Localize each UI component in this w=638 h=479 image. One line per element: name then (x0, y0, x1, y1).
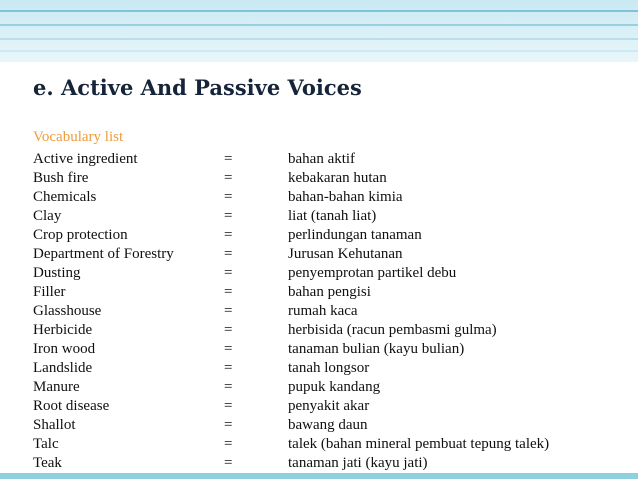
vocabulary-row (33, 359, 549, 378)
equals-sign: = (224, 303, 233, 319)
vocabulary-translation: bawang daun (288, 417, 368, 433)
vocabulary-row (33, 283, 549, 302)
vocabulary-row (33, 245, 549, 264)
vocabulary-term: Glasshouse (33, 303, 102, 319)
vocabulary-term: Landslide (33, 360, 93, 376)
equals-sign: = (224, 436, 233, 452)
vocabulary-row (33, 264, 549, 283)
decorative-rule (0, 50, 638, 52)
vocabulary-term: Teak (33, 455, 62, 471)
vocabulary-row (33, 454, 549, 473)
vocabulary-term: Herbicide (33, 322, 93, 338)
vocabulary-translation: bahan pengisi (288, 284, 371, 300)
vocabulary-term: Dusting (33, 265, 81, 281)
equals-sign: = (224, 189, 233, 205)
vocabulary-term: Shallot (33, 417, 76, 433)
vocabulary-translation: penyakit akar (288, 398, 370, 414)
vocabulary-translation: herbisida (racun pembasmi gulma) (288, 322, 497, 338)
equals-sign: = (224, 265, 233, 281)
vocabulary-translation: pupuk kandang (288, 379, 381, 395)
vocabulary-translation: tanaman jati (kayu jati) (288, 455, 428, 471)
vocabulary-translation: tanah longsor (288, 360, 370, 376)
vocabulary-term: Chemicals (33, 189, 97, 205)
decorative-rule (0, 24, 638, 26)
vocabulary-term: Bush fire (33, 170, 89, 186)
vocabulary-translation: talek (bahan mineral pembuat tepung talek) (288, 436, 550, 452)
vocabulary-translation: tanaman bulian (kayu bulian) (288, 341, 465, 357)
equals-sign: = (224, 208, 233, 224)
vocabulary-translation: kebakaran hutan (288, 170, 387, 186)
vocabulary-translation: liat (tanah liat) (288, 208, 377, 224)
vocabulary-term: Department of Forestry (33, 246, 174, 262)
slide-title: e. Active And Passive Voices (33, 75, 362, 100)
vocabulary-row (33, 321, 549, 340)
vocabulary-row (33, 169, 549, 188)
vocabulary-term: Filler (33, 284, 66, 300)
vocabulary-translation: bahan aktif (288, 151, 356, 167)
vocabulary-translation: Jurusan Kehutanan (288, 246, 403, 262)
vocabulary-row (33, 435, 549, 454)
vocabulary-row (33, 416, 549, 435)
equals-sign: = (224, 227, 233, 243)
equals-sign: = (224, 417, 233, 433)
vocabulary-term: Root disease (33, 398, 110, 414)
vocabulary-row (33, 226, 549, 245)
equals-sign: = (224, 151, 233, 167)
equals-sign: = (224, 360, 233, 376)
vocabulary-row (33, 397, 549, 416)
vocabulary-term: Clay (33, 208, 62, 224)
vocabulary-row (33, 378, 549, 397)
vocabulary-translation: penyemprotan partikel debu (288, 265, 457, 281)
vocabulary-row (33, 188, 549, 207)
equals-sign: = (224, 379, 233, 395)
vocabulary-heading: Vocabulary list (33, 129, 124, 145)
vocabulary-translation: perlindungan tanaman (288, 227, 422, 243)
header-band (0, 0, 638, 62)
vocabulary-row (33, 207, 549, 226)
vocabulary-row (33, 150, 549, 169)
equals-sign: = (224, 341, 233, 357)
equals-sign: = (224, 246, 233, 262)
vocabulary-term: Active ingredient (33, 151, 138, 167)
vocabulary-translation: rumah kaca (288, 303, 358, 319)
decorative-rule (0, 38, 638, 40)
equals-sign: = (224, 398, 233, 414)
vocabulary-translation: bahan-bahan kimia (288, 189, 403, 205)
vocabulary-term: Talc (33, 436, 59, 452)
footer-band (0, 473, 638, 479)
equals-sign: = (224, 284, 233, 300)
vocabulary-row (33, 340, 549, 359)
vocabulary-list (33, 150, 549, 473)
vocabulary-term: Iron wood (33, 341, 96, 357)
vocabulary-row (33, 302, 549, 321)
vocabulary-term: Crop protection (33, 227, 128, 243)
equals-sign: = (224, 455, 233, 471)
equals-sign: = (224, 170, 233, 186)
vocabulary-term: Manure (33, 379, 80, 395)
equals-sign: = (224, 322, 233, 338)
decorative-rule (0, 10, 638, 12)
